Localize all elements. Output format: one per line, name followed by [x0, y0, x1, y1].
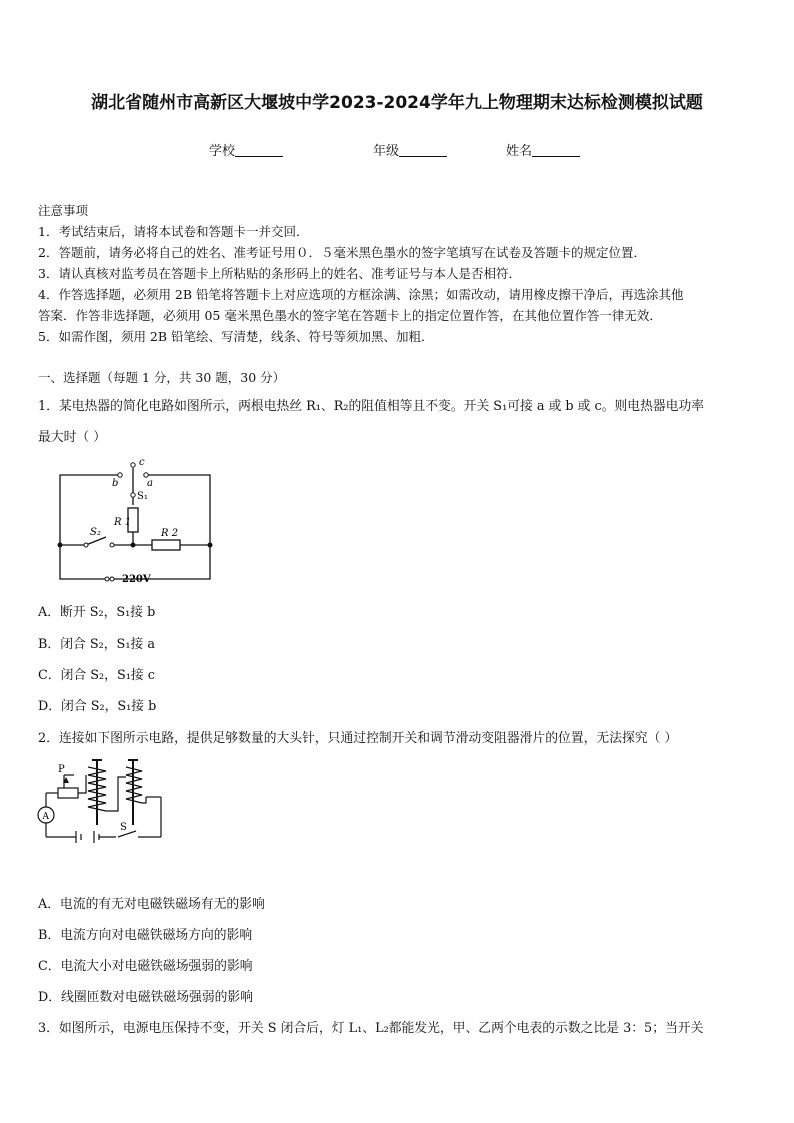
question-2-option-b[interactable]: B．电流方向对电磁铁磁场方向的影响: [38, 928, 253, 943]
label-s1: S₁: [137, 491, 148, 502]
question-2-line1: 2．连接如下图所示电路，提供足够数量的大头针，只通过控制开关和调节滑动变阻器滑片的位置，无法探究（ ）: [38, 731, 678, 746]
question-2-circuit-diagram: [36, 755, 171, 850]
grade-field[interactable]: 年级: [373, 140, 447, 159]
label-c: c: [139, 457, 145, 468]
notice-heading: 注意事项: [38, 203, 89, 218]
label-s2: S₂: [90, 527, 101, 538]
question-2-option-a[interactable]: A．电流的有无对电磁铁磁场有无的影响: [38, 897, 265, 912]
label-ammeter: A: [42, 812, 49, 822]
label-s: S: [120, 822, 127, 833]
label-p: P: [58, 764, 65, 775]
notice-block: [38, 200, 763, 347]
notice-item: 4．作答选择题，必须用 2B 铅笔将答题卡上对应选项的方框涂满、涂黑；如需改动，请用橡皮擦干净后，再选涂其他: [38, 287, 684, 302]
question-3-line1: 3．如图所示，电源电压保持不变，开关 S 闭合后，灯 L₁、L₂都能发光，甲、乙两个电表的示数之比是 3：5；当开关: [38, 1021, 704, 1036]
notice-item: 5．如需作图，须用 2B 铅笔绘、写清楚，线条、符号等须加黑、加粗．: [38, 329, 434, 344]
section-heading: 一、选择题（每题 1 分，共 30 题，30 分）: [38, 370, 286, 385]
question-1-line2: 最大时（ ）: [38, 430, 107, 445]
notice-item: 2．答题前，请务必将自己的姓名、准考证号用０．５毫米黑色墨水的签字笔填写在试卷及答题卡的规定位置．: [38, 245, 646, 260]
notice-item: 答案．作答非选择题，必须用 05 毫米黑色墨水的签字笔在答题卡上的指定位置作答，在其他位置作答一律无效．: [38, 308, 662, 323]
name-field[interactable]: 姓名: [506, 140, 580, 159]
question-2-option-d[interactable]: D．线圈匝数对电磁铁磁场强弱的影响: [38, 990, 254, 1005]
notice-item: 1．考试结束后，请将本试卷和答题卡一并交回．: [38, 224, 309, 239]
page-title: 湖北省随州市高新区大堰坡中学2023-2024学年九上物理期末达标检测模拟试题: [91, 93, 703, 113]
question-1-option-d[interactable]: D．闭合 S₂，S₁接 b: [38, 699, 157, 714]
school-field[interactable]: 学校: [209, 140, 283, 159]
notice-item: 3．请认真核对监考员在答题卡上所粘贴的条形码上的姓名、准考证号与本人是否相符．: [38, 266, 521, 281]
question-1-circuit-diagram: [50, 455, 220, 590]
label-a: a: [147, 478, 153, 489]
question-2-option-c[interactable]: C．电流大小对电磁铁磁场强弱的影响: [38, 959, 253, 974]
question-1-option-c[interactable]: C．闭合 S₂，S₁接 c: [38, 668, 155, 683]
label-r1: R 1: [114, 517, 132, 528]
question-1-option-a[interactable]: A．断开 S₂，S₁接 b: [38, 605, 156, 620]
question-1-line1: 1．某电热器的简化电路如图所示，两根电热丝 R₁、R₂的阻值相等且不变。开关 S₁可接 a 或 b 或 c。则电热器电功率: [38, 399, 705, 414]
label-r2: R 2: [161, 528, 179, 539]
label-voltage: 220V: [122, 574, 151, 585]
question-1-option-b[interactable]: B．闭合 S₂，S₁接 a: [38, 637, 155, 652]
label-b: b: [112, 478, 119, 489]
